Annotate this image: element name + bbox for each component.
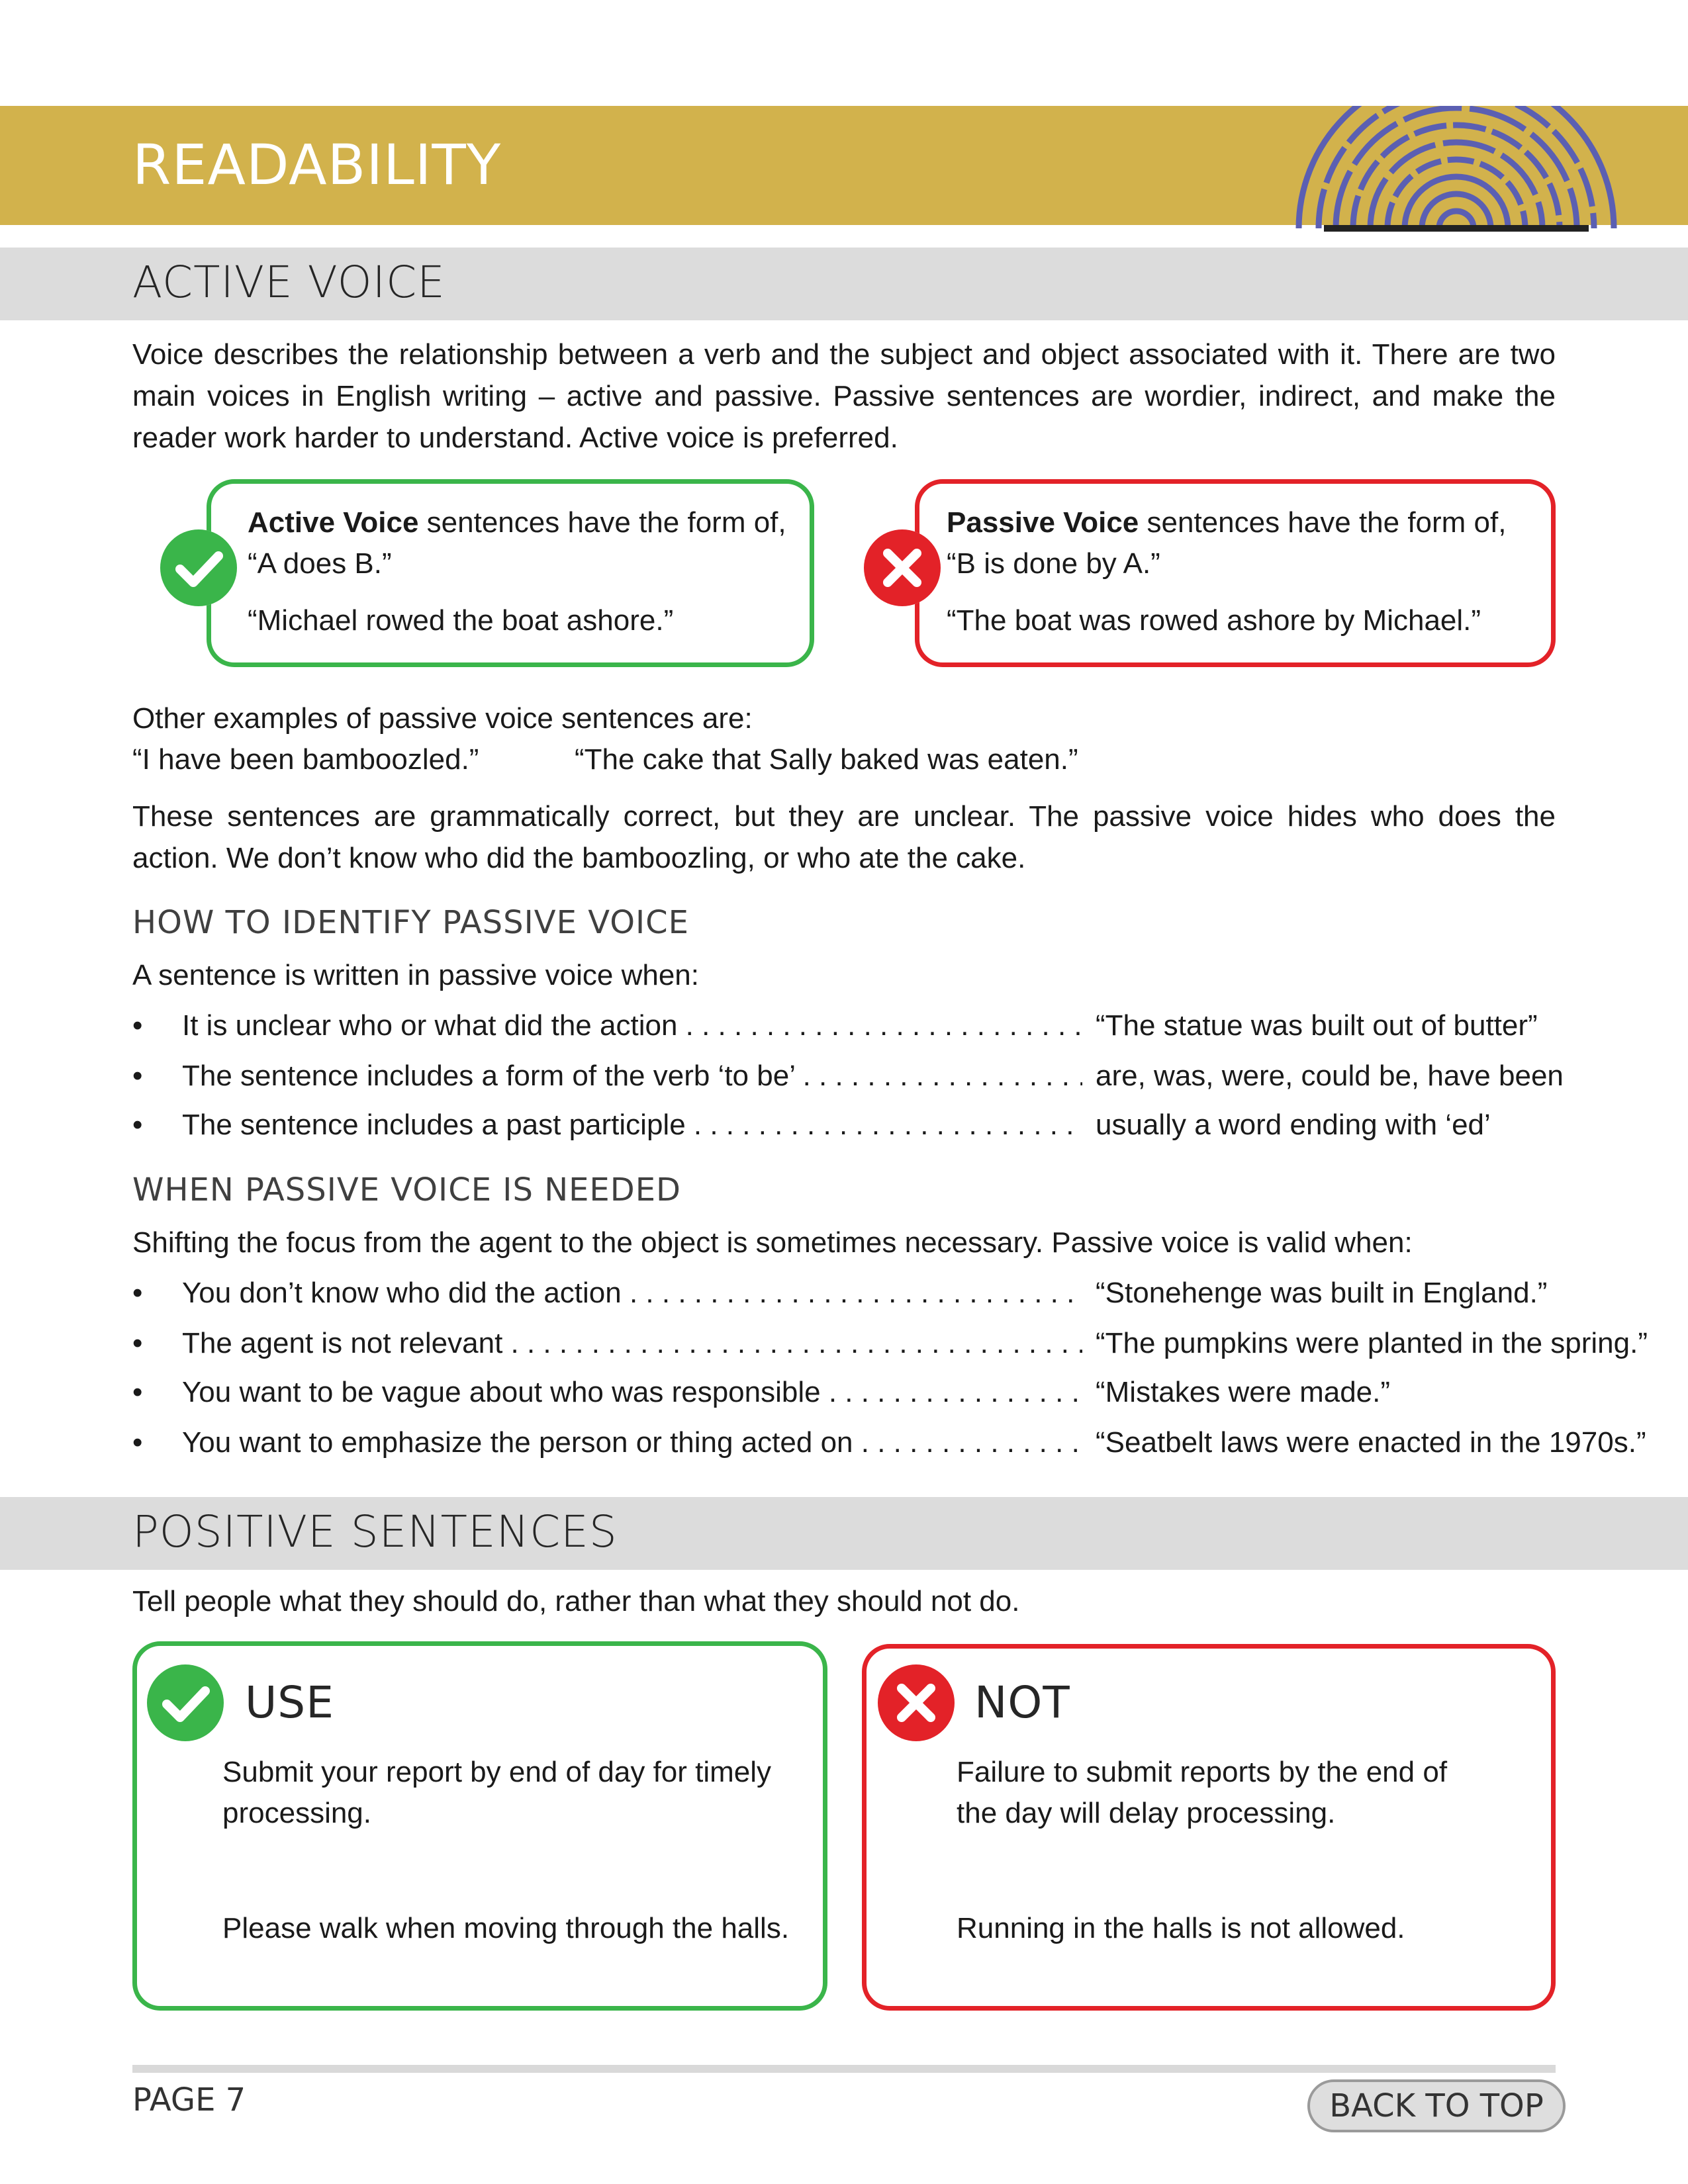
list-item-value: “Mistakes were made.” (1096, 1376, 1391, 1408)
not-example-1: Failure to submit reports by the end of (957, 1756, 1448, 1788)
use-heading: USE (245, 1677, 334, 1728)
footer-divider (132, 2065, 1556, 2073)
intro-paragraph: Voice describes the relationship between a verb and the subject and object associated with it. There are two main voices in English writing – active and passive. Passive sentences are wordier, indirect, and make the reader work harder to understand. Active voice is preferred. (132, 338, 1556, 454)
active-voice-form: “A does B.” (248, 547, 392, 580)
bullet: • (132, 1376, 143, 1408)
needed-lead: Shifting the focus from the agent to the object is sometimes necessary. Passive voice is valid when: (132, 1226, 1413, 1259)
other-example-2: “The cake that Sally baked was eaten.” (575, 743, 1078, 776)
list-item-value: “The pumpkins were planted in the spring.” (1096, 1327, 1648, 1359)
bullet: • (132, 1109, 143, 1141)
other-examples-label: Other examples of passive voice sentences are: (132, 702, 753, 735)
list-item-value: “Stonehenge was built in England.” (1096, 1277, 1548, 1309)
page-number: PAGE 7 (132, 2081, 246, 2118)
list-item-text: You want to emphasize the person or thing acted on . . . (182, 1422, 1082, 1463)
active-voice-rest: sentences have the form of, (418, 506, 786, 539)
x-circle-icon (864, 529, 941, 606)
bullet: • (132, 1277, 143, 1309)
list-item-value: are, was, were, could be, have been (1096, 1060, 1564, 1092)
list-item (132, 1272, 1556, 1314)
bullet: • (132, 1060, 143, 1092)
active-voice-example: “Michael rowed the boat ashore.” (248, 604, 674, 637)
list-item-value: “The statue was built out of butter” (1096, 1009, 1538, 1042)
not-example-2: Running in the halls is not allowed. (957, 1912, 1405, 1944)
list-item (132, 1104, 1556, 1146)
list-item-value: usually a word ending with ‘ed’ (1096, 1109, 1491, 1141)
list-item-text: You want to be vague about who was responsible . . . (182, 1371, 1082, 1413)
identify-lead: A sentence is written in passive voice when: (132, 959, 700, 991)
check-circle-icon (147, 1664, 224, 1741)
subheading-passive-needed: WHEN PASSIVE VOICE IS NEEDED (132, 1171, 681, 1208)
back-to-top-button[interactable]: BACK TO TOP (1307, 2079, 1566, 2132)
positive-intro: Tell people what they should do, rather than what they should not do. (132, 1585, 1020, 1617)
section-title-positive-sentences: POSITIVE SENTENCES (132, 1506, 618, 1557)
passive-voice-form: “B is done by A.” (947, 547, 1160, 580)
passive-voice-term: Passive Voice (947, 506, 1139, 539)
list-item (132, 1371, 1556, 1413)
passive-voice-example: “The boat was rowed ashore by Michael.” (947, 604, 1481, 637)
list-item (132, 1005, 1556, 1046)
list-item (132, 1422, 1646, 1463)
list-item (132, 1055, 1564, 1097)
active-voice-term: Active Voice (248, 506, 419, 539)
page-title: READABILITY (132, 132, 502, 197)
bullet: • (132, 1009, 143, 1042)
use-example-1: Submit your report by end of day for timely (222, 1756, 772, 1788)
list-item-text: The sentence includes a past participle . . . (182, 1104, 1082, 1146)
check-circle-icon (160, 529, 237, 606)
fingerprint-logo-icon (1284, 106, 1628, 238)
passive-voice-description (947, 502, 1506, 543)
list-item (132, 1322, 1648, 1364)
bullet: • (132, 1327, 143, 1359)
list-item-text: It is unclear who or what did the action . . . (182, 1005, 1082, 1046)
passive-voice-rest: sentences have the form of, (1139, 506, 1507, 539)
section-title-active-voice: ACTIVE VOICE (132, 257, 445, 308)
other-example-1: “I have been bamboozled.” (132, 743, 479, 776)
list-item-value: “Seatbelt laws were enacted in the 1970s.” (1096, 1426, 1646, 1459)
x-circle-icon (878, 1664, 955, 1741)
not-example-1-cont: the day will delay processing. (957, 1797, 1336, 1829)
active-voice-description (248, 502, 786, 543)
list-item-text: The sentence includes a form of the verb ‘to be’ . . . (182, 1055, 1082, 1097)
subheading-identify-passive: HOW TO IDENTIFY PASSIVE VOICE (132, 904, 689, 941)
unclear-paragraph: These sentences are grammatically correct, but they are unclear. The passive voice hides who does the action. We don’t know who did the bamboozling, or who ate the cake. (132, 800, 1556, 874)
use-example-2: Please walk when moving through the halls. (222, 1912, 790, 1944)
use-example-1-cont: processing. (222, 1797, 372, 1829)
not-heading: NOT (974, 1677, 1070, 1728)
list-item-text: The agent is not relevant . . . (182, 1322, 1082, 1364)
list-item-text: You don’t know who did the action . . . (182, 1272, 1082, 1314)
bullet: • (132, 1426, 143, 1459)
